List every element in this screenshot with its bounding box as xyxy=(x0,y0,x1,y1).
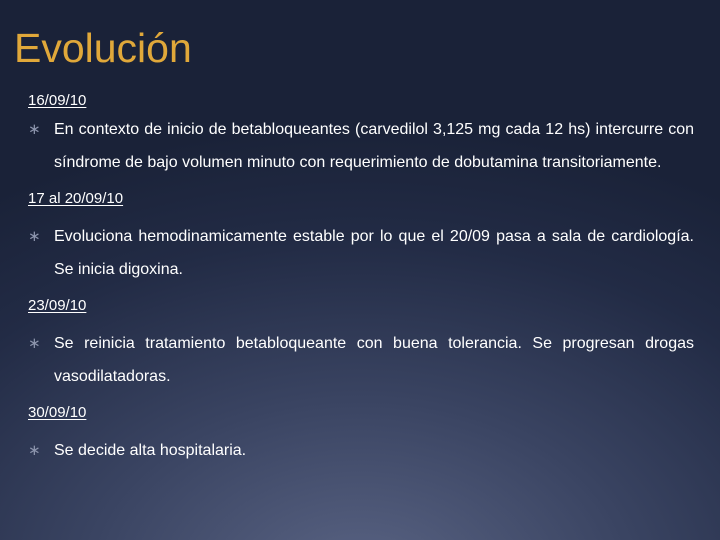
asterisk-bullet-icon: ∗ xyxy=(28,335,41,352)
bullet-item xyxy=(28,113,694,179)
date-heading: 16/09/10 xyxy=(28,92,87,109)
bullet-item xyxy=(28,220,694,286)
bullet-text: Se decide alta hospitalaria. xyxy=(54,442,247,459)
date-heading: 23/09/10 xyxy=(28,297,87,314)
date-heading: 30/09/10 xyxy=(28,404,87,421)
bullet-text: En contexto de inicio de betabloqueantes (carvedilol 3,125 mg cada 12 hs) intercurre con síndrome de bajo volumen minuto con requerimiento de dobutamina transitoriamente. xyxy=(54,121,694,171)
asterisk-bullet-icon: ∗ xyxy=(28,121,41,138)
date-heading: 17 al 20/09/10 xyxy=(28,190,124,207)
bullet-item xyxy=(28,327,694,393)
asterisk-bullet-icon: ∗ xyxy=(28,442,41,459)
bullet-item xyxy=(28,434,694,467)
slide-content xyxy=(28,92,694,478)
asterisk-bullet-icon: ∗ xyxy=(28,228,41,245)
bullet-text: Se reinicia tratamiento betabloqueante con buena tolerancia. Se progresan drogas vasodilatadoras. xyxy=(54,335,694,385)
bullet-text: Evoluciona hemodinamicamente estable por lo que el 20/09 pasa a sala de cardiología. Se inicia digoxina. xyxy=(54,228,694,278)
slide-title: Evolución xyxy=(14,25,192,71)
